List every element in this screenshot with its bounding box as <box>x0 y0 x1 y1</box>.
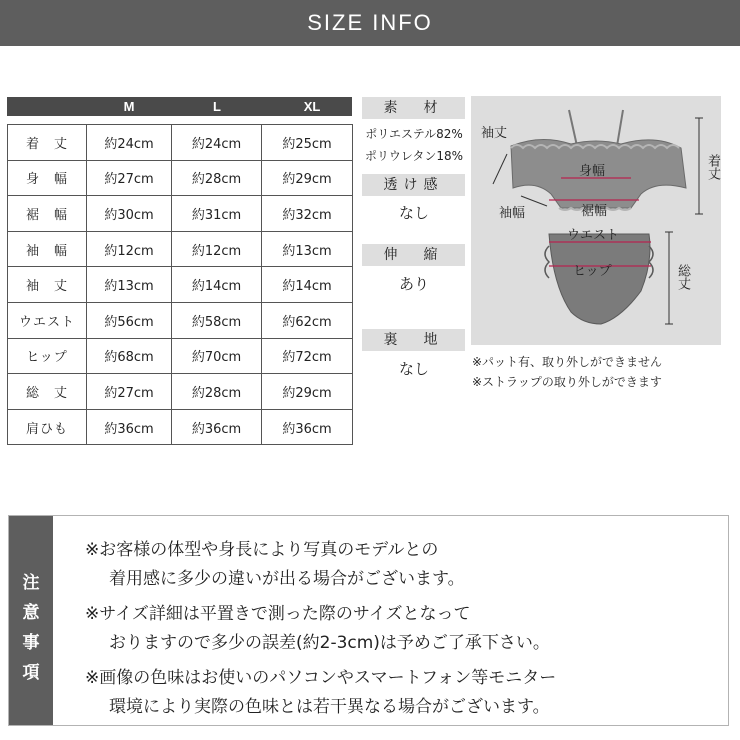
size-cell: 約32cm <box>262 196 353 232</box>
size-cell: 約56cm <box>87 302 172 338</box>
size-cell: 約36cm <box>172 409 262 445</box>
size-table-header <box>7 97 352 116</box>
size-cell: 約12cm <box>87 231 172 267</box>
label-body-width: 身幅 <box>579 164 606 179</box>
size-row-label: 袖 幅 <box>8 231 87 267</box>
size-cell: 約29cm <box>262 374 353 410</box>
size-cell: 約58cm <box>172 302 262 338</box>
sheerness-label: 透け感 <box>362 174 465 196</box>
size-cell: 約68cm <box>87 338 172 374</box>
size-row-label: 身 幅 <box>8 160 87 196</box>
lining-label: 裏 地 <box>362 329 465 351</box>
size-row-label: 裾 幅 <box>8 196 87 232</box>
size-row-label: 肩ひも <box>8 409 87 445</box>
size-row <box>8 374 353 410</box>
notice-char-3: 事 <box>22 633 40 653</box>
size-row <box>8 125 353 161</box>
notice-line-6: 環境により実際の色味とは若干異なる場合がございます。 <box>109 697 550 717</box>
notice-line-3: ※サイズ詳細は平置きで測った際のサイズとなって <box>85 604 471 624</box>
garment-figure <box>471 96 721 345</box>
size-cell: 約30cm <box>87 196 172 232</box>
notice-line-2: 着用感に多少の違いが出る場合がございます。 <box>109 569 465 589</box>
notice-box <box>8 515 729 726</box>
label-sleeve-length: 袖丈 <box>481 126 508 141</box>
sheerness-value: なし <box>398 204 429 222</box>
size-cell: 約13cm <box>262 231 353 267</box>
lining-value: なし <box>398 360 429 378</box>
material-line-1: ポリエステル82% <box>365 127 463 141</box>
size-row-label: 着 丈 <box>8 125 87 161</box>
size-row <box>8 409 353 445</box>
size-cell: 約12cm <box>172 231 262 267</box>
notice-side-label <box>9 516 53 725</box>
size-cell: 約14cm <box>262 267 353 303</box>
figure-note-2: ※ストラップの取り外しができます <box>472 375 662 389</box>
size-cell: 約62cm <box>262 302 353 338</box>
notice-char-1: 注 <box>22 573 40 593</box>
size-row-label: ウエスト <box>8 302 87 338</box>
size-table <box>7 124 353 445</box>
notice-line-4: おりますので多少の誤差(約2-3cm)は予めご了承下さい。 <box>109 633 550 653</box>
size-cell: 約29cm <box>262 160 353 196</box>
size-cell: 約14cm <box>172 267 262 303</box>
stretch-label: 伸 縮 <box>362 244 465 266</box>
size-cell: 約31cm <box>172 196 262 232</box>
size-row-label: 総 丈 <box>8 374 87 410</box>
notice-line-5: ※画像の色味はお使いのパソコンやスマートフォン等モニター <box>85 668 557 688</box>
column-m: M <box>123 99 135 114</box>
notice-line-1: ※お客様の体型や身長により写真のモデルとの <box>85 540 439 560</box>
size-cell: 約28cm <box>172 374 262 410</box>
size-row-label: ヒップ <box>8 338 87 374</box>
figure-note-1: ※パット有、取り外しができません <box>472 355 663 369</box>
stretch-value: あり <box>398 275 429 293</box>
size-row <box>8 231 353 267</box>
label-hem-width: 裾幅 <box>581 204 608 219</box>
size-cell: 約25cm <box>262 125 353 161</box>
material-line-2: ポリウレタン18% <box>364 149 464 163</box>
size-row <box>8 302 353 338</box>
size-row <box>8 196 353 232</box>
size-cell: 約24cm <box>172 125 262 161</box>
label-sleeve-width: 袖幅 <box>499 206 526 221</box>
size-row <box>8 267 353 303</box>
size-cell: 約24cm <box>87 125 172 161</box>
size-row <box>8 160 353 196</box>
size-cell: 約70cm <box>172 338 262 374</box>
notice-char-4: 項 <box>22 663 40 683</box>
label-total-length: 総丈 <box>675 264 690 290</box>
notice-char-2: 意 <box>22 603 40 623</box>
label-waist: ウエスト <box>567 228 620 243</box>
size-cell: 約36cm <box>87 409 172 445</box>
column-l: L <box>213 99 221 114</box>
size-cell: 約27cm <box>87 160 172 196</box>
size-cell: 約36cm <box>262 409 353 445</box>
size-cell: 約27cm <box>87 374 172 410</box>
material-label: 素 材 <box>362 97 465 119</box>
column-xl: XL <box>303 99 321 114</box>
size-row-label: 袖 丈 <box>8 267 87 303</box>
size-cell: 約13cm <box>87 267 172 303</box>
size-cell: 約28cm <box>172 160 262 196</box>
size-row <box>8 338 353 374</box>
label-top-length: 着丈 <box>705 154 720 180</box>
size-cell: 約72cm <box>262 338 353 374</box>
label-hip: ヒップ <box>573 264 612 279</box>
size-info-banner: SIZE INFO <box>0 0 740 46</box>
